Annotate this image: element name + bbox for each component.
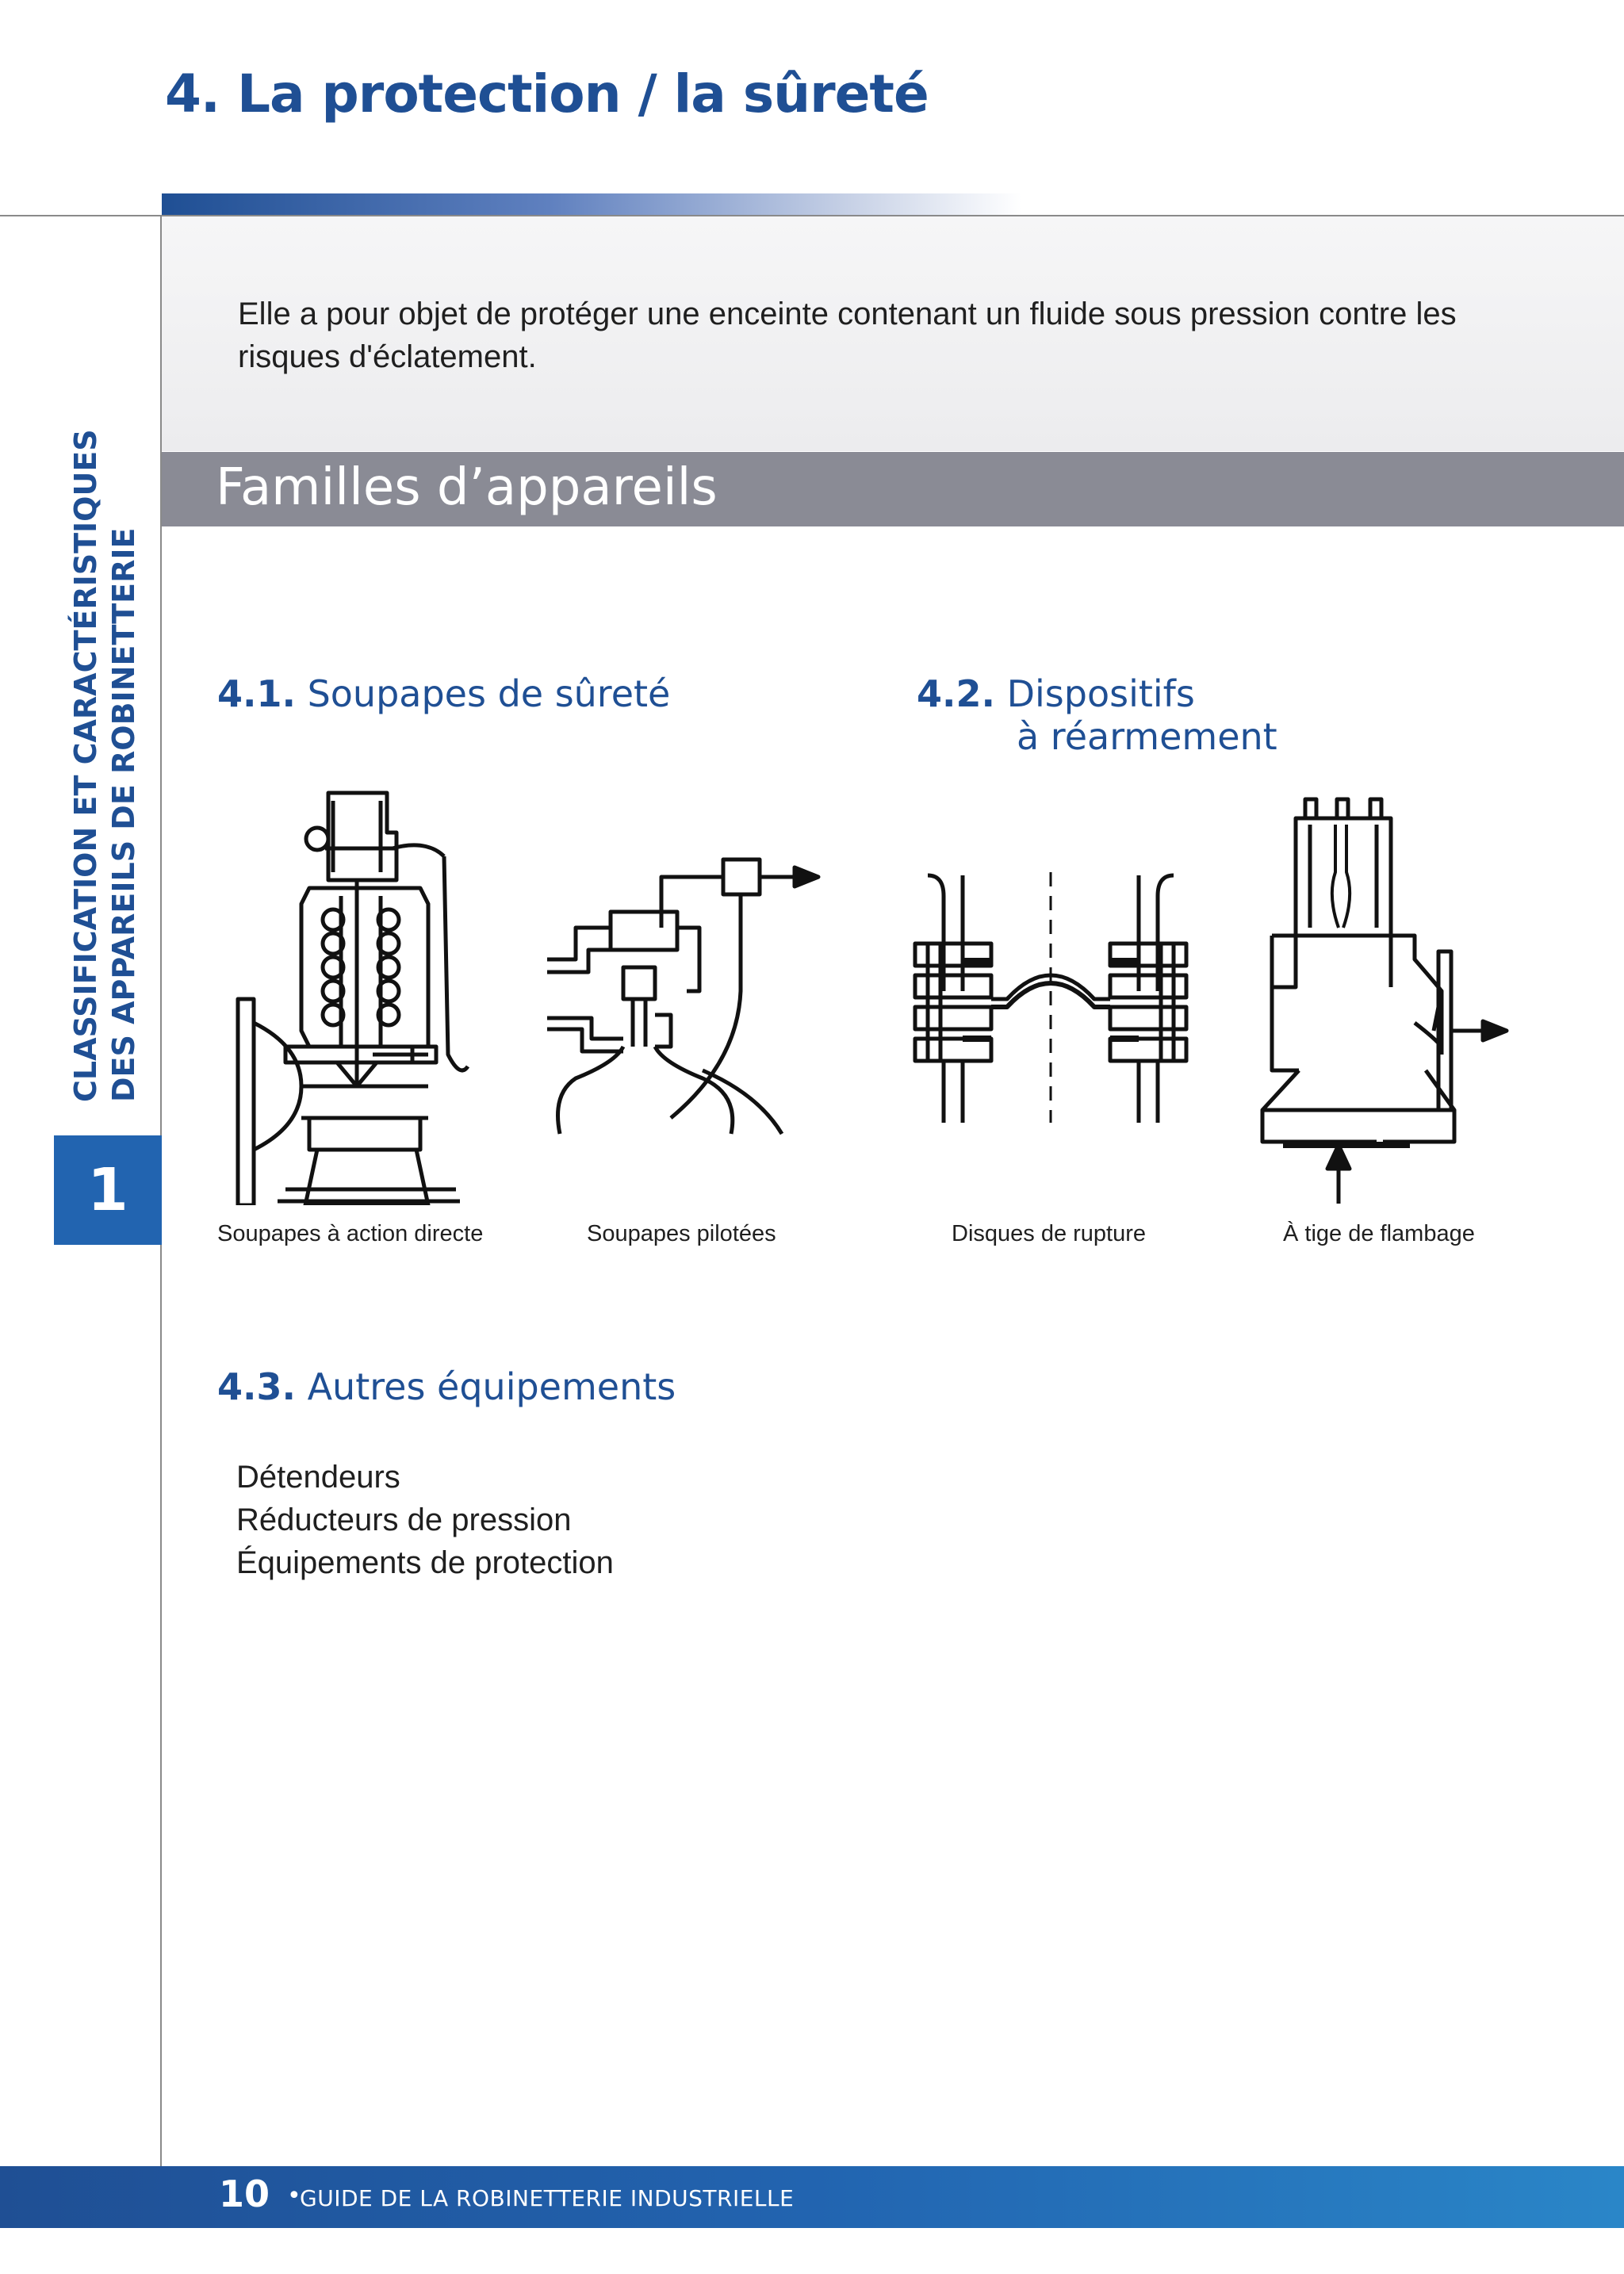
intro-box xyxy=(162,216,1624,451)
rupture-disc-illustration xyxy=(912,872,1189,1126)
title-gradient-bar xyxy=(162,193,1021,216)
heading-4-3-number: 4.3. xyxy=(217,1365,296,1408)
buckling-pin-illustration xyxy=(1251,793,1513,1205)
intro-text: Elle a pour objet de protéger une enceinte contenant un fluide sous pression contre les risques d'éclatement. xyxy=(238,297,1457,374)
caption-rupture-disc: Disques de rupture xyxy=(952,1221,1147,1246)
heading-4-3 xyxy=(217,1365,676,1408)
heading-4-2-line2: à réarmement xyxy=(1017,715,1277,758)
direct-action-valve-illustration xyxy=(230,785,484,1205)
sidebar-title-line2: DES APPAREILS DE ROBINETTERIE xyxy=(106,527,141,1102)
chapter-number-badge: 1 xyxy=(54,1135,162,1245)
footer-guide-title: GUIDE DE LA ROBINETTERIE INDUSTRIELLE xyxy=(300,2185,795,2211)
heading-4-3-title: Autres équipements xyxy=(307,1365,676,1408)
sidebar-chapter-title xyxy=(67,246,143,1102)
list-item: Équipements de protection xyxy=(236,1545,614,1580)
sidebar-title-line1: CLASSIFICATION ET CARACTÉRISTIQUES xyxy=(68,429,103,1102)
heading-4-2-number: 4.2. xyxy=(917,672,995,715)
heading-4-1-number: 4.1. xyxy=(217,672,296,715)
footer-separator: • xyxy=(287,2182,301,2210)
list-item: Détendeurs xyxy=(236,1460,400,1495)
section-title: Familles d’appareils xyxy=(216,458,718,517)
caption-buckling-pin: À tige de flambage xyxy=(1283,1221,1475,1246)
caption-direct-action: Soupapes à action directe xyxy=(217,1221,484,1246)
footer-bar xyxy=(0,2166,1624,2228)
other-equipment-list xyxy=(236,1456,614,1584)
piloted-valve-illustration xyxy=(544,848,826,1150)
heading-4-2-title-line1: Dispositifs xyxy=(1006,672,1195,715)
list-item: Réducteurs de pression xyxy=(236,1503,572,1537)
page-number: 10 xyxy=(219,2173,270,2215)
section-header xyxy=(162,452,1624,526)
caption-piloted: Soupapes pilotées xyxy=(587,1221,776,1246)
heading-4-2 xyxy=(917,672,1195,715)
page-title: 4. La protection / la sûreté xyxy=(165,63,929,124)
heading-4-1 xyxy=(217,672,670,715)
heading-4-1-title: Soupapes de sûreté xyxy=(307,672,671,715)
